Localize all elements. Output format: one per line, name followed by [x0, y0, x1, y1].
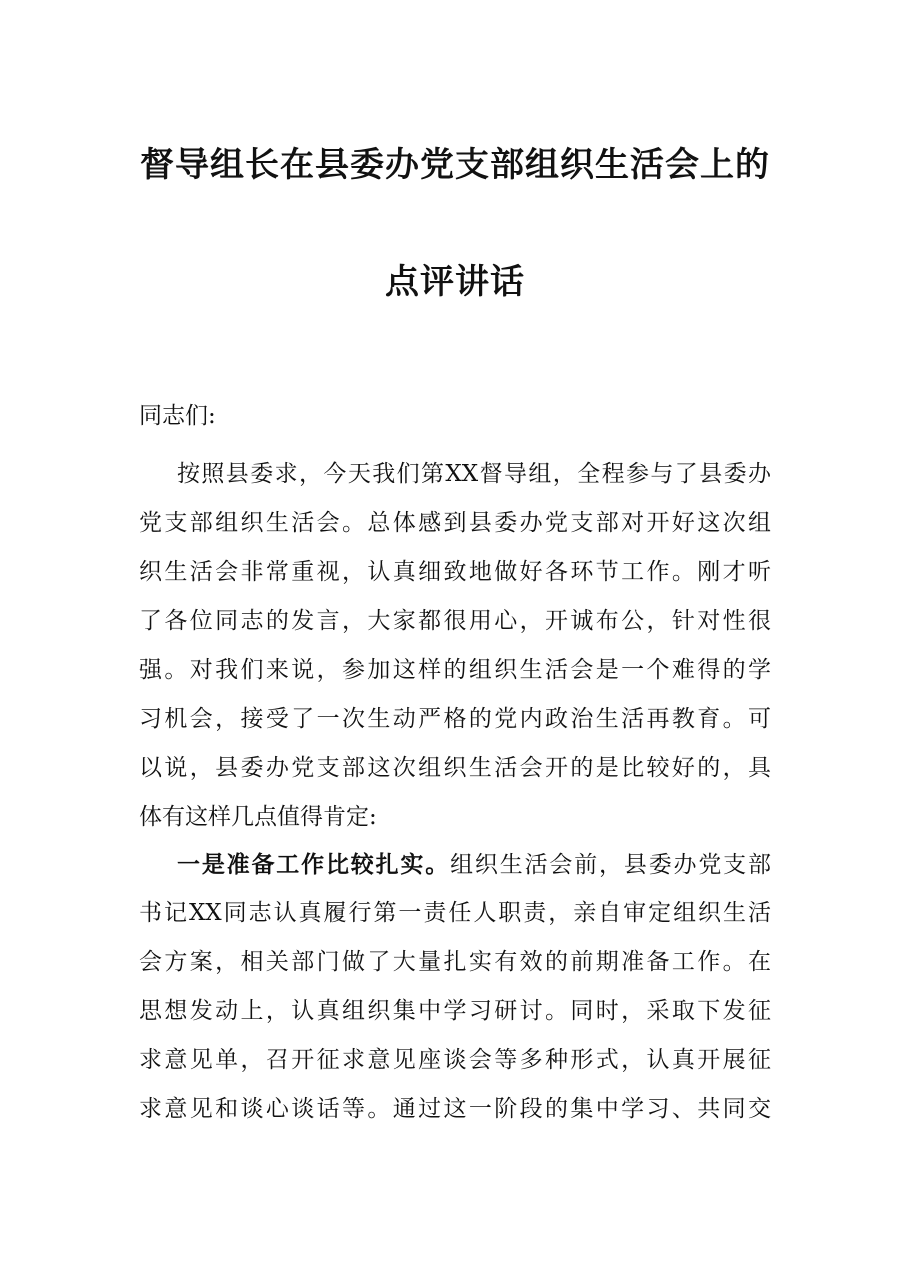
- paragraph-1-line: 按照县委求，今天我们第XX督导组，全程参与了县委办: [177, 461, 771, 487]
- paragraph-2-line: 书记XX同志认真履行第一责任人职责，亲自审定组织生活: [139, 900, 771, 926]
- paragraph-2-line-text: 组织生活会前，县委办党支部: [450, 852, 772, 878]
- paragraph-1-line: 体有这样几点值得肯定:: [139, 804, 377, 830]
- paragraph-1-line: 以说，县委办党支部这次组织生活会开的是比较好的，具: [139, 755, 771, 781]
- paragraph-2-line: 求意见和谈心谈话等。通过这一阶段的集中学习、共同交: [139, 1096, 771, 1122]
- paragraph-1-line: 习机会，接受了一次生动严格的党内政治生活再教育。可: [139, 706, 771, 732]
- paragraph-1-line: 党支部组织生活会。总体感到县委办党支部对开好这次组: [139, 510, 771, 536]
- greeting: 同志们:: [139, 403, 216, 429]
- paragraph-2-line: 思想发动上，认真组织集中学习研讨。同时，采取下发征: [139, 998, 771, 1024]
- paragraph-2-line: 求意见单，召开征求意见座谈会等多种形式，认真开展征: [139, 1047, 771, 1073]
- document-title-line-1: 督导组长在县委办党支部组织生活会上的: [140, 145, 770, 185]
- paragraph-1: [139, 450, 771, 842]
- paragraph-1-line: 了各位同志的发言，大家都很用心，开诚布公，针对性很: [139, 608, 771, 634]
- paragraph-2-first-line: [139, 840, 771, 889]
- paragraph-1-line: 织生活会非常重视，认真细致地做好各环节工作。刚才听: [139, 559, 771, 585]
- paragraph-2-heading: 一是准备工作比较扎实。: [177, 851, 451, 878]
- paragraph-1-line: 强。对我们来说，参加这样的组织生活会是一个难得的学: [139, 657, 771, 683]
- paragraph-2-line: 会方案，相关部门做了大量扎实有效的前期准备工作。在: [139, 949, 771, 975]
- document-title-line-2: 点评讲话: [385, 262, 525, 302]
- paragraph-2: [139, 840, 771, 1134]
